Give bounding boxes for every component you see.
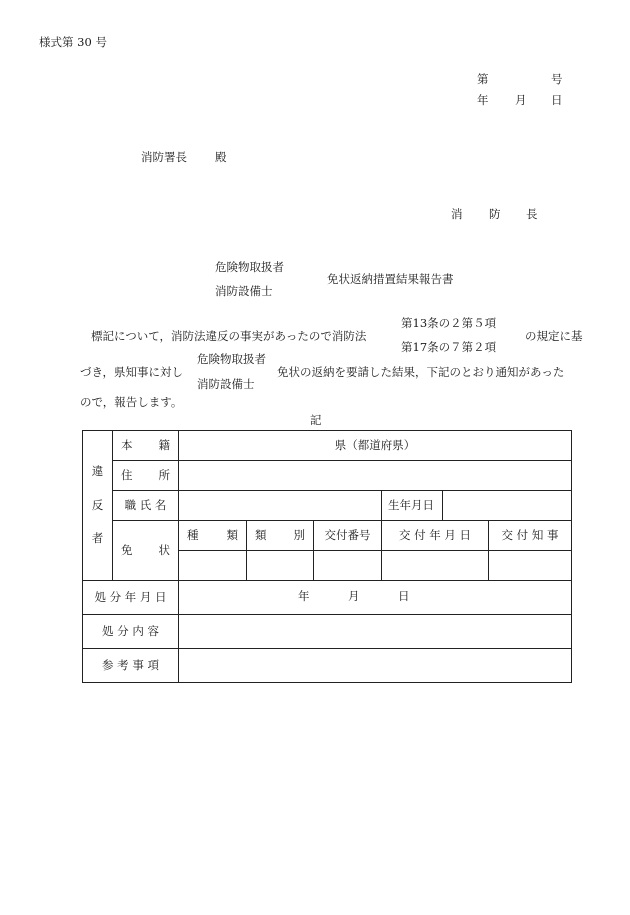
sender-char-2: 防 bbox=[489, 207, 501, 221]
shokushimei-value bbox=[179, 491, 382, 521]
disposition-year: 年 bbox=[298, 588, 310, 603]
col-class: 類 別 bbox=[247, 521, 314, 551]
jusho-label: 住 所 bbox=[113, 461, 179, 491]
disposition-day: 日 bbox=[398, 588, 410, 603]
body-line-1b: の規定に基 bbox=[525, 329, 583, 343]
disposition-content-label: 処 分 内 容 bbox=[83, 615, 179, 649]
subject-qualification-1: 危険物取扱者 bbox=[215, 260, 284, 274]
type-value bbox=[179, 551, 247, 581]
row-shokushimei bbox=[83, 491, 572, 521]
violator-label bbox=[83, 431, 113, 581]
row-honseki bbox=[83, 431, 572, 461]
honseki-label: 本 籍 bbox=[113, 431, 179, 461]
birthdate-label: 生年月日 bbox=[382, 491, 443, 521]
record-table bbox=[82, 430, 572, 683]
row-reference bbox=[83, 649, 572, 683]
body-line-3: ので，報告します。 bbox=[80, 395, 183, 409]
reference-label: 参 考 事 項 bbox=[83, 649, 179, 683]
article-1: 第13条の２第５項 bbox=[401, 316, 497, 330]
date-month: 月 bbox=[515, 93, 527, 107]
row-menjo-header bbox=[83, 521, 572, 551]
reference-value bbox=[179, 649, 572, 683]
violator-char-1: 違 bbox=[91, 464, 104, 479]
col-governor: 交 付 知 事 bbox=[489, 521, 572, 551]
sender-char-3: 長 bbox=[526, 207, 538, 221]
violator-char-3: 者 bbox=[91, 531, 104, 546]
ki-heading: 記 bbox=[310, 413, 322, 427]
col-number: 交付番号 bbox=[314, 521, 382, 551]
row-jusho bbox=[83, 461, 572, 491]
col-type: 種 類 bbox=[179, 521, 247, 551]
col-issue-date: 交 付 年 月 日 bbox=[382, 521, 489, 551]
menjo-label: 免 状 bbox=[113, 521, 179, 581]
disposition-month: 月 bbox=[348, 588, 360, 603]
body-line-1a: 標記について，消防法違反の事実があったので消防法 bbox=[91, 329, 367, 343]
governor-value bbox=[489, 551, 572, 581]
disposition-date-value bbox=[179, 581, 572, 615]
jusho-value bbox=[179, 461, 572, 491]
class-value bbox=[247, 551, 314, 581]
body-line-2b: 免状の返納を要請した結果，下記のとおり通知があった bbox=[277, 365, 565, 379]
form-number: 様式第 30 号 bbox=[39, 35, 107, 49]
issue-date-value bbox=[382, 551, 489, 581]
honseki-value: 県（都道府県） bbox=[179, 431, 572, 461]
number-value bbox=[314, 551, 382, 581]
row-disposition-content bbox=[83, 615, 572, 649]
body-line-2a: づき，県知事に対し bbox=[80, 365, 184, 379]
addressee-honorific: 殿 bbox=[215, 150, 227, 164]
row-disposition-date bbox=[83, 581, 572, 615]
body-qualification-1: 危険物取扱者 bbox=[197, 352, 266, 366]
disposition-content-value bbox=[179, 615, 572, 649]
sender-char-1: 消 bbox=[451, 207, 463, 221]
addressee-title: 消防署長 bbox=[141, 150, 187, 164]
doc-no-suffix: 号 bbox=[551, 72, 563, 86]
date-year: 年 bbox=[477, 93, 489, 107]
disposition-date-label: 処 分 年 月 日 bbox=[83, 581, 179, 615]
body-qualification-2: 消防設備士 bbox=[197, 377, 255, 391]
violator-char-2: 反 bbox=[91, 497, 104, 512]
birthdate-value bbox=[443, 491, 572, 521]
subject-title: 免状返納措置結果報告書 bbox=[327, 272, 454, 286]
doc-no-label: 第 bbox=[477, 72, 489, 86]
shokushimei-label: 職 氏 名 bbox=[113, 491, 179, 521]
subject-qualification-2: 消防設備士 bbox=[215, 284, 273, 298]
article-2: 第17条の７第２項 bbox=[401, 340, 497, 354]
date-day: 日 bbox=[551, 93, 563, 107]
